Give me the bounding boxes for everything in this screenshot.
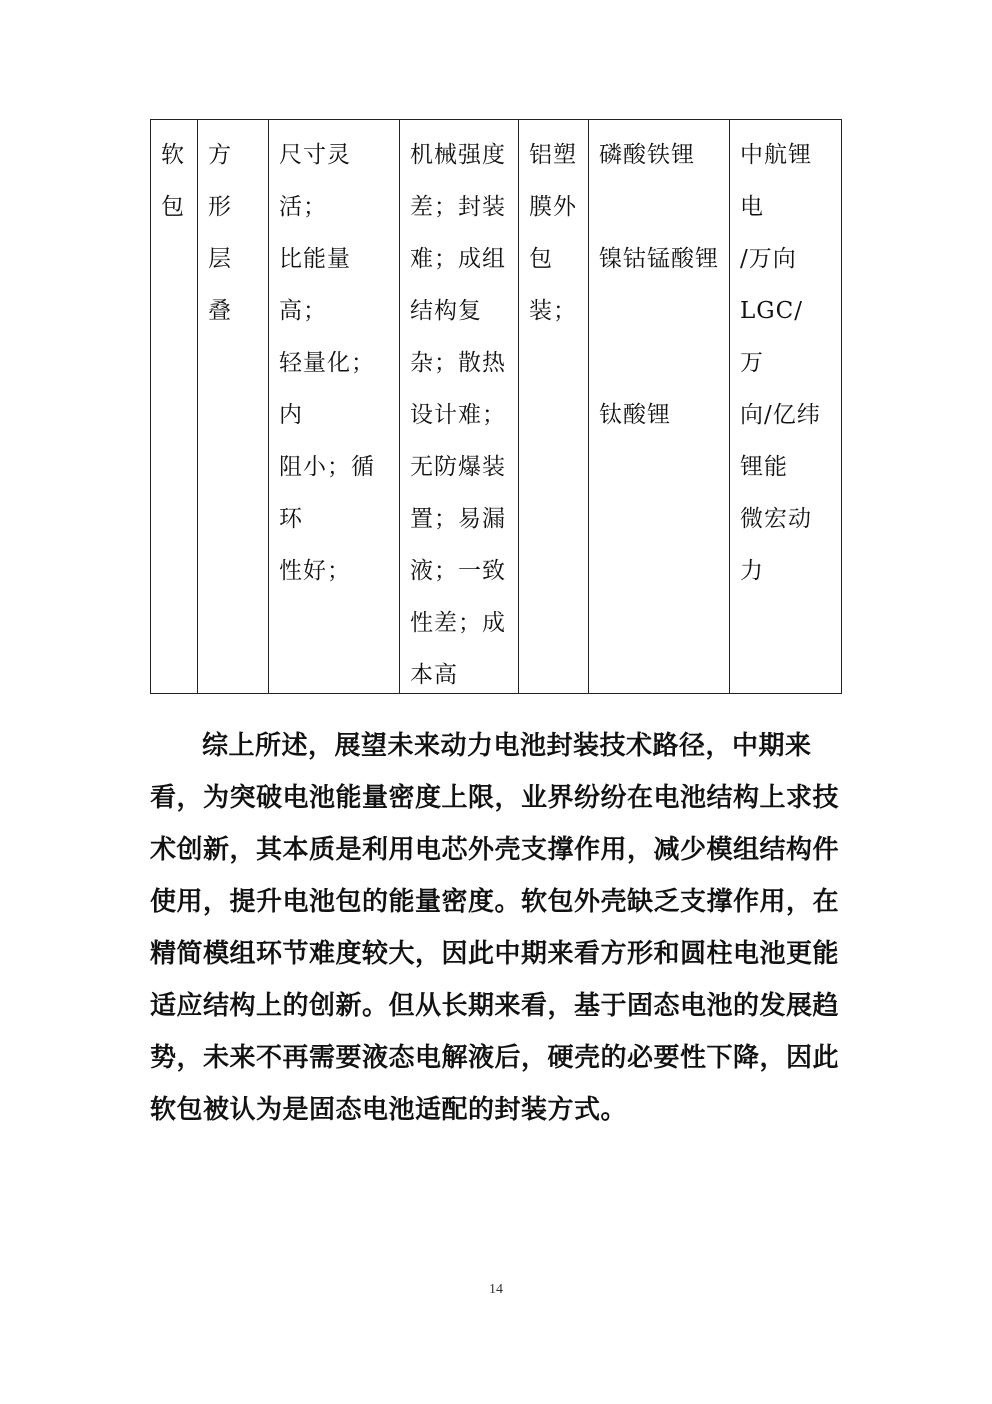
battery-packaging-table — [150, 119, 842, 694]
summary-paragraph: 综上所述，展望未来动力电池封装技术路径，中期来看，为突破电池能量密度上限，业界纷纷在电池结构上求技术创新，其本质是利用电芯外壳支撑作用，减少模组结构件使用，提升电池包的能量密度。软包外壳缺乏支撑作用，在精简模组环节难度较大，因此中期来看方形和圆柱电池更能适应结构上的创新。但从长期来看，基于固态电池的发展趋势，未来不再需要液态电解液后，硬壳的必要性下降，因此软包被认为是固态电池适配的封装方式。 — [150, 731, 840, 1125]
cell-materials-text: 磷酸铁锂 镍钴锰酸锂 钛酸锂 — [599, 142, 719, 428]
table-cell-disadvantages — [400, 120, 519, 693]
page-number: 14 — [489, 1282, 503, 1297]
cell-packaging-text: 铝塑 膜外 包 装； — [529, 142, 577, 324]
cell-disadvantages-text: 机械强度 差；封装 难；成组 结构复 杂；散热 设计难； 无防爆装 置；易漏 液；一致 性差；成 本高 — [410, 142, 506, 688]
table-cell-type — [151, 120, 198, 693]
table-cell-companies — [730, 120, 843, 693]
table-cell-packaging — [519, 120, 589, 693]
cell-type-text: 软 包 — [161, 142, 190, 220]
table-cell-shape — [198, 120, 269, 693]
cell-advantages-text: 尺寸灵活； 比能量高； 轻量化；内 阻小；循环 性好； — [279, 142, 375, 584]
cell-companies-text: 中航锂电 /万向 LGC/ 万 向/亿纬 锂能 微宏动力 — [740, 142, 821, 584]
table-cell-advantages — [269, 120, 400, 693]
cell-shape-text: 方形 层叠 — [208, 142, 237, 324]
table-cell-materials — [589, 120, 730, 693]
